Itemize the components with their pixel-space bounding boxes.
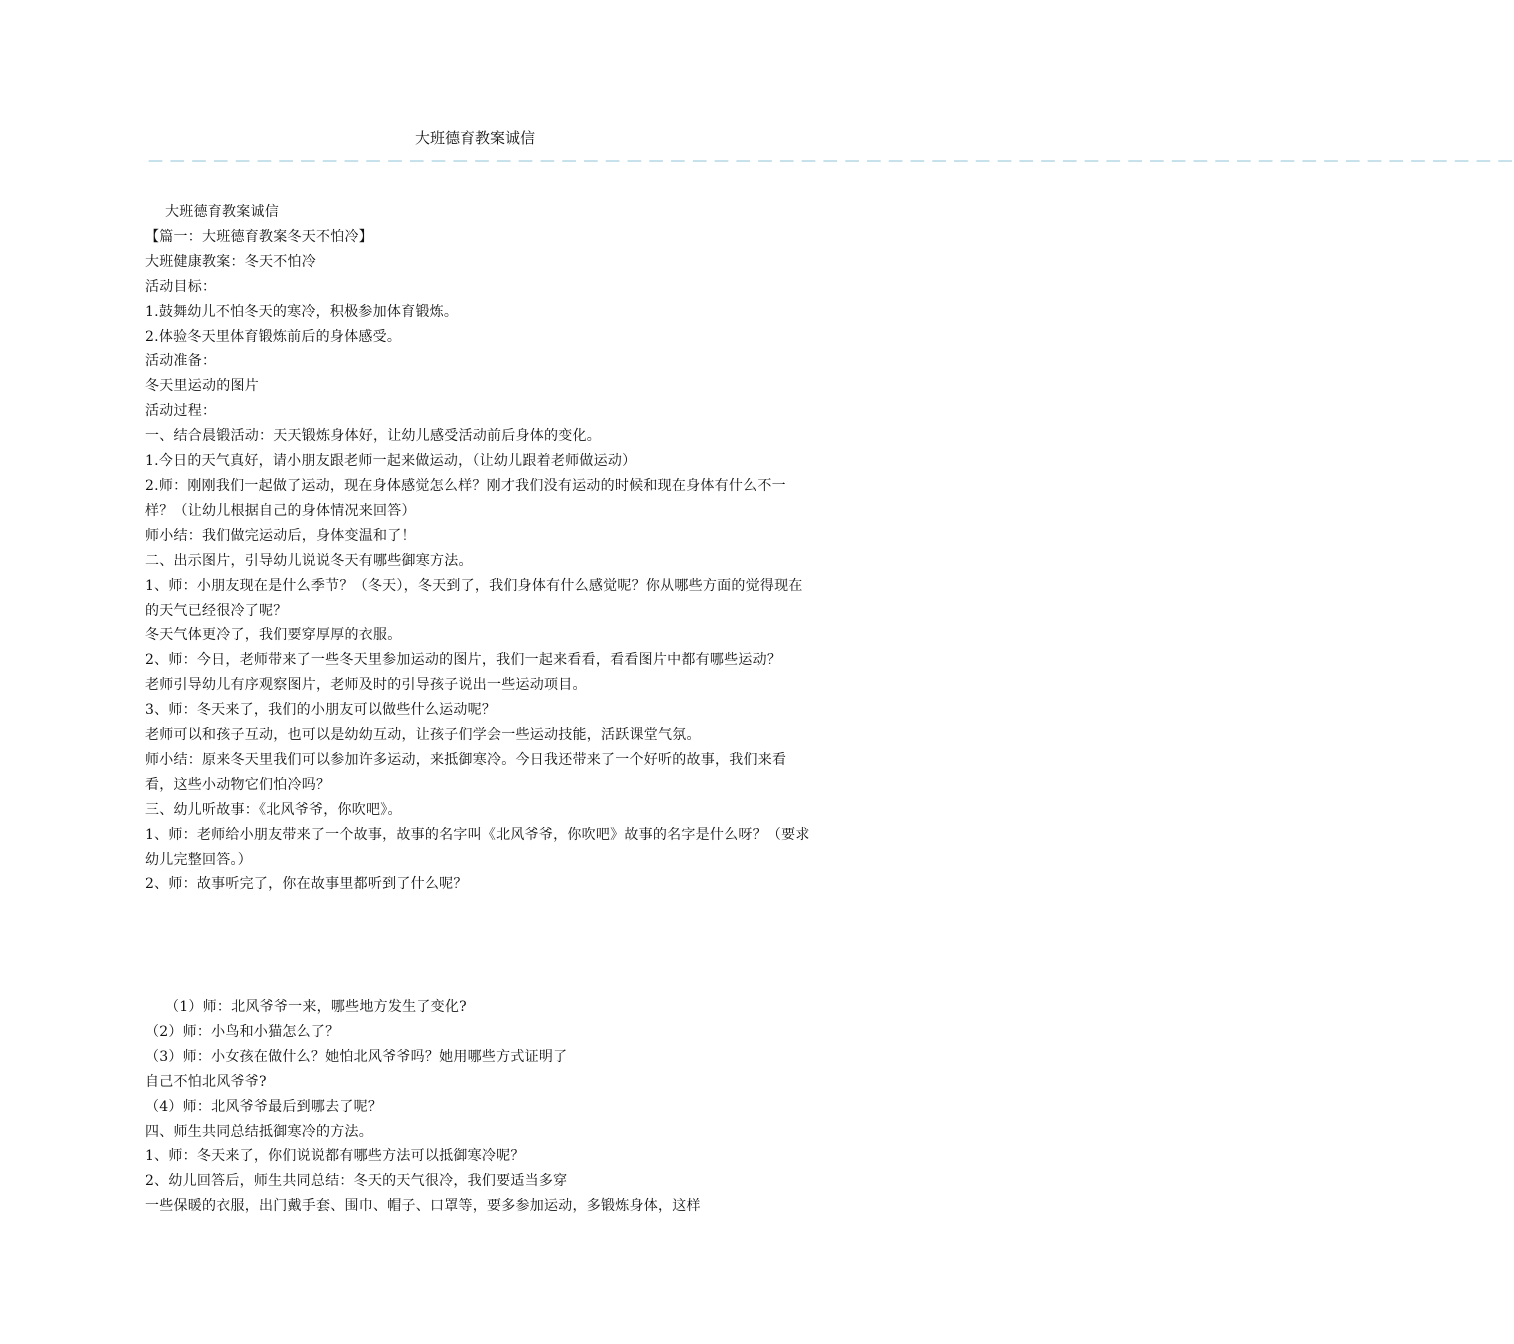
text-line: 2、幼儿回答后，师生共同总结：冬天的天气很冷，我们要适当多穿 bbox=[145, 1173, 568, 1190]
text-line: 1、师：冬天来了，你们说说都有哪些方法可以抵御寒冷呢？ bbox=[145, 1148, 525, 1165]
body-section-2 bbox=[145, 995, 810, 1219]
text-line: 冬天里运动的图片 bbox=[145, 378, 259, 395]
text-paragraph: 2.师：刚刚我们一起做了运动，现在身体感觉怎么样？刚才我们没有运动的时候和现在身体有什么不一样？（让幼儿根据自己的身体情况来回答） bbox=[145, 477, 786, 519]
text-line: 一些保暖的衣服，出门戴手套、围巾、帽子、口罩等，要多参加运动，多锻炼身体，这样 bbox=[145, 1198, 701, 1215]
text-line: 老师可以和孩子互动，也可以是幼幼互动，让孩子们学会一些运动技能，活跃课堂气氛。 bbox=[145, 727, 701, 744]
article-heading: 【篇一：大班德育教案冬天不怕冷】 bbox=[145, 228, 373, 245]
body-section-1 bbox=[145, 200, 810, 897]
lesson-title: 大班健康教案：冬天不怕冷 bbox=[145, 253, 316, 270]
text-line: 二、出示图片，引导幼儿说说冬天有哪些御寒方法。 bbox=[145, 552, 473, 569]
text-line: 3、师：冬天来了，我们的小朋友可以做些什么运动呢？ bbox=[145, 702, 497, 719]
text-line: 1.鼓舞幼儿不怕冬天的寒冷，积极参加体育锻炼。 bbox=[145, 303, 459, 320]
text-paragraph: 1、师：老师给小朋友带来了一个故事，故事的名字叫《北风爷爷，你吹吧》故事的名字是什么呀？（要求幼儿完整回答。） bbox=[145, 826, 810, 868]
text-line: 1.今日的天气真好，请小朋友跟老师一起来做运动，（让幼儿跟着老师做运动） bbox=[145, 453, 637, 470]
text-line: 活动目标： bbox=[145, 278, 217, 295]
text-line: （1）师：北风爷爷一来，哪些地方发生了变化? bbox=[165, 999, 467, 1015]
text-line: 老师引导幼儿有序观察图片，老师及时的引导孩子说出一些运动项目。 bbox=[145, 677, 587, 694]
document-header-title: 大班德育教案诚信 bbox=[414, 129, 535, 147]
text-paragraph: 1、师：小朋友现在是什么季节？（冬天），冬天到了，我们身体有什么感觉呢？你从哪些方面的觉得现在的天气已经很冷了呢？ bbox=[145, 577, 803, 619]
text-line: 一、结合晨锻活动：天天锻炼身体好，让幼儿感受活动前后身体的变化。 bbox=[145, 428, 601, 445]
text-line: 活动过程： bbox=[145, 403, 217, 420]
text-line: 三、幼儿听故事：《北风爷爷，你吹吧》。 bbox=[145, 801, 402, 818]
text-line: 冬天气体更冷了，我们要穿厚厚的衣服。 bbox=[145, 627, 402, 644]
text-line: 活动准备： bbox=[145, 353, 217, 370]
section-heading: 大班德育教案诚信 bbox=[165, 204, 279, 220]
text-line: （2）师：小鸟和小猫怎么了？ bbox=[145, 1023, 340, 1040]
text-line: （4）师：北风爷爷最后到哪去了呢？ bbox=[145, 1098, 383, 1115]
text-line: 师小结：我们做完运动后，身体变温和了！ bbox=[145, 527, 416, 544]
text-line: 四、师生共同总结抵御寒冷的方法。 bbox=[145, 1123, 373, 1140]
text-line: 2.体验冬天里体育锻炼前后的身体感受。 bbox=[145, 328, 402, 345]
text-line: 自己不怕北风爷爷? bbox=[145, 1073, 267, 1090]
header-dashed-divider: — — — — — — — — — — — — — — — — — — — — — — — — — — — — — — — — — — — — — — — — — — — — — — — — — — — — — — — — — — — — — — — bbox=[148, 151, 1514, 169]
text-line: （3）师：小女孩在做什么？她怕北风爷爷吗？她用哪些方式证明了 bbox=[145, 1048, 568, 1065]
text-paragraph: 师小结：原来冬天里我们可以参加许多运动，来抵御寒冷。今日我还带来了一个好听的故事，我们来看看，这些小动物它们怕冷吗？ bbox=[145, 751, 787, 793]
text-line: 2、师：故事听完了，你在故事里都听到了什么呢？ bbox=[145, 876, 468, 893]
text-paragraph: 2、师：今日，老师带来了一些冬天里参加运动的图片，我们一起来看看，看看图片中都有哪些运动？ bbox=[145, 652, 782, 669]
